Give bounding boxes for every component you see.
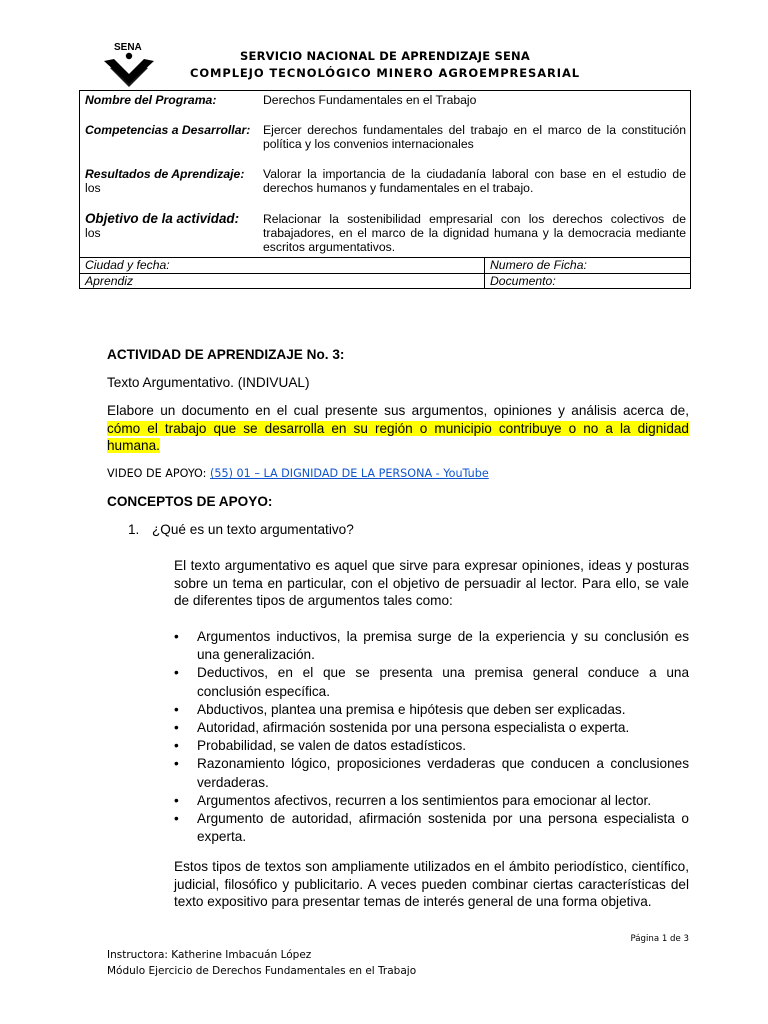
resultados-sub: los [85,181,101,195]
footer-instructor: Instructora: Katherine Imbacuán López [107,949,312,961]
concepts-title: CONCEPTOS DE APOYO: [107,494,273,509]
list-item [174,664,689,700]
numero-ficha-label: Numero de Ficha: [490,258,587,272]
list-item [174,792,689,810]
bullet-icon: • [174,792,179,808]
argument-text: Argumentos afectivos, recurren a los sentimientos para emocionar al lector. [197,792,652,808]
list-item [174,701,689,719]
instruction-highlight: cómo el trabajo que se desarrolla en su región o municipio contribuye o no a la dignidad humana. [107,420,689,453]
documento-label: Documento: [490,274,556,288]
footer-module: Módulo Ejercicio de Derechos Fundamentales en el Trabajo [107,965,417,977]
programa-label: Nombre del Programa: [85,93,217,107]
bullet-icon: • [174,701,179,717]
info-row-programa [79,91,691,123]
definition-paragraph: El texto argumentativo es aquel que sirve para expresar opiniones, ideas y posturas sobre un tema en particular, con el objetivo de persuadir al lector. Para ello, se vale de diferentes tipos de argumentos tales como: [174,558,689,608]
argument-text: Autoridad, afirmación sostenida por una persona especialista o experta. [197,720,630,736]
row-ciudad-ficha [79,257,691,273]
objetivo-sub: los [85,226,101,240]
list-item [174,737,689,755]
instruction-paragraph [107,402,689,455]
argument-text: Abductivos, plantea una premisa e hipótesis que deben ser explicadas. [197,701,626,717]
argument-text: Deductivos, en el que se presenta una premisa general conduce a una conclusión específica. [197,665,689,699]
closing-paragraph: Estos tipos de textos son ampliamente utilizados en el ámbito periodístico, científico, judicial, filosófico y publicitario. A veces pueden combinar ciertas características del texto expositivo para presentar temas de interés general de una forma objetiva. [174,859,689,910]
argument-text: Razonamiento lógico, proposiciones verdaderas que conducen a conclusiones verdaderas. [197,756,689,790]
header-title-line1: SERVICIO NACIONAL DE APRENDIZAJE SENA [240,49,530,63]
activity-title: ACTIVIDAD DE APRENDIZAJE No. 3: [107,347,345,362]
question-text: ¿Qué es un texto argumentativo? [152,522,354,537]
list-item [174,628,689,664]
ciudad-fecha-label: Ciudad y fecha: [79,258,485,273]
resultados-label: Resultados de Aprendizaje: [85,167,245,181]
competencias-value: Ejercer derechos fundamentales del trabajo en el marco de la constitución política y los convenios internacionales [263,123,686,151]
objetivo-label: Objetivo de la actividad: [85,211,240,226]
header-title-line2: COMPLEJO TECNOLÓGICO MINERO AGROEMPRESARIAL [190,66,580,80]
video-line [107,465,689,483]
activity-type: Texto Argumentativo. (INDIVUAL) [107,375,310,390]
list-item [174,755,689,791]
question-1 [128,521,688,539]
instruction-text: Elabore un documento en el cual presente sus argumentos, opiniones y análisis acerca de, [107,403,689,418]
sena-logo-text: SENA [114,42,142,53]
info-row-competencias [79,123,691,167]
sena-logo [100,40,156,88]
bullet-icon: • [174,720,179,736]
question-number: 1. [128,522,140,537]
objetivo-value: Relacionar la sostenibilidad empresarial con los derechos colectivos de trabajadores, en el marco de la dignidad humana y la democracia mediante escritos argumentativos. [263,212,686,254]
argument-text: Argumento de autoridad, afirmación sostenida por una persona especialista o experta. [197,811,689,845]
programa-value: Derechos Fundamentales en el Trabajo [263,93,477,107]
argument-text: Argumentos inductivos, la premisa surge de la experiencia y su conclusión es una generalización. [197,629,689,663]
list-item [174,719,689,737]
bullet-icon: • [174,811,179,827]
bullet-icon: • [174,756,179,772]
aprendiz-label: Aprendiz [79,274,485,289]
page-number: Página 1 de 3 [630,934,689,944]
bullet-icon: • [174,629,179,644]
info-row-resultados [79,167,691,212]
list-item [174,810,689,846]
info-bottom-rows [79,257,691,289]
argument-text: Probabilidad, se valen de datos estadísticos. [197,738,467,754]
info-row-objetivo [79,212,691,254]
video-link[interactable]: (55) 01 – LA DIGNIDAD DE LA PERSONA - YouTube [210,467,489,480]
competencias-label: Competencias a Desarrollar: [85,123,251,137]
bullet-icon: • [174,738,179,754]
video-label: VIDEO DE APOYO: [107,467,210,480]
resultados-value: Valorar la importancia de la ciudadanía laboral con base en el estudio de derechos humanos y fundamentales en el trabajo. [263,167,686,195]
arguments-list [174,628,689,846]
row-aprendiz-documento [79,273,691,289]
bullet-icon: • [174,665,179,681]
info-table [79,91,691,254]
